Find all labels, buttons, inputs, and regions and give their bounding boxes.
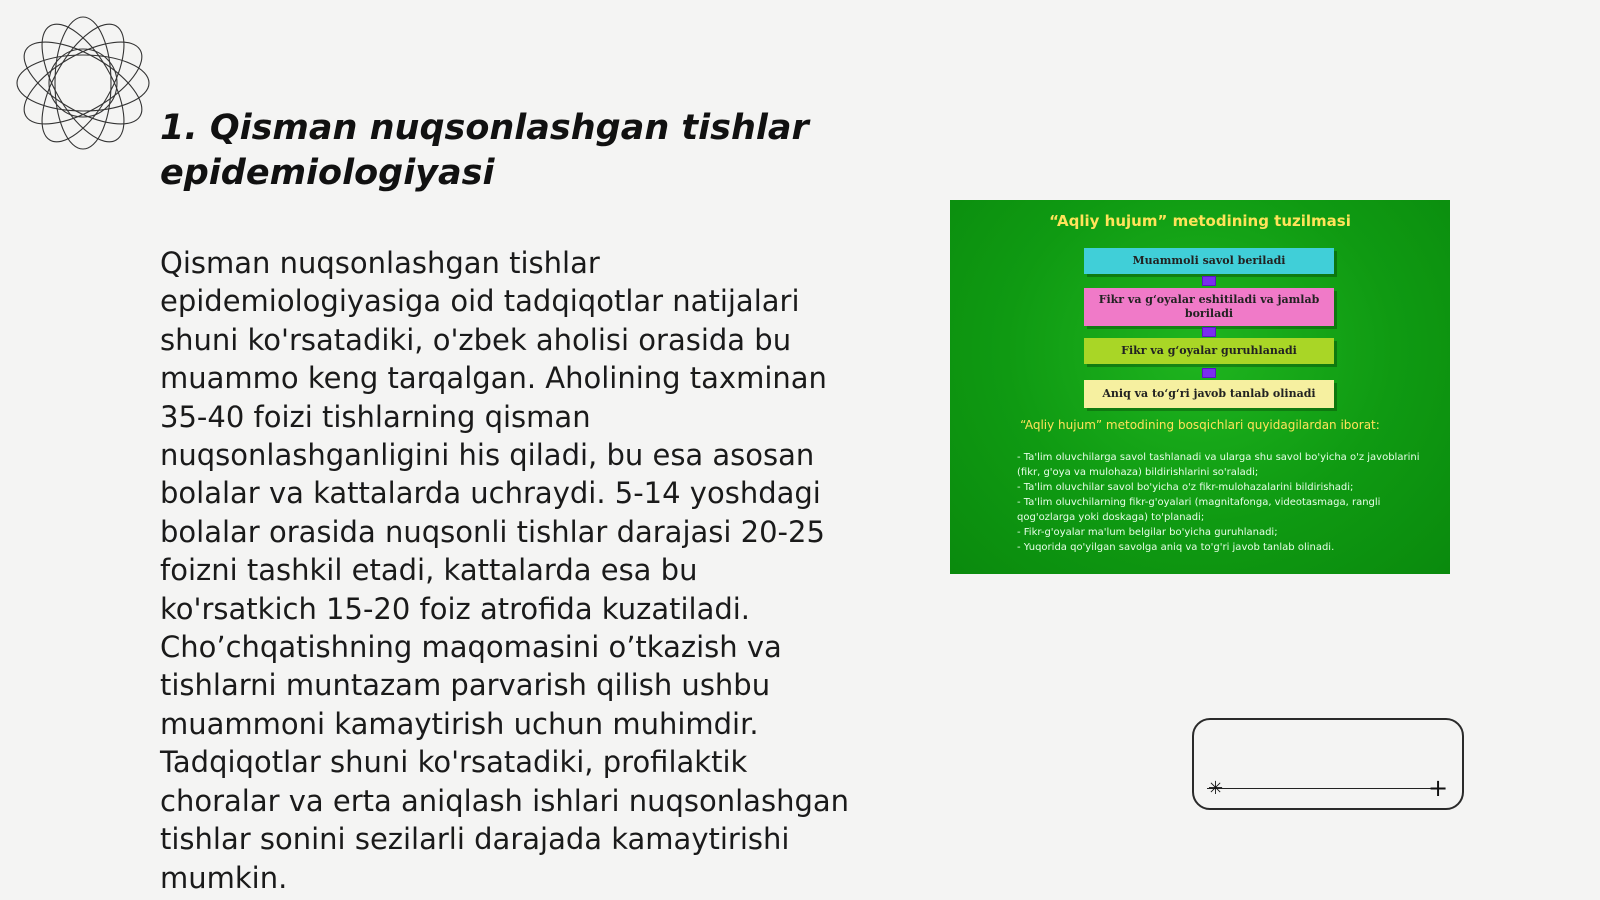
slide-title: 1. Qisman nuqsonlashgan tishlar epidemiologiyasi xyxy=(160,108,809,193)
star-icon: ✳ xyxy=(1208,778,1224,799)
embedded-slide-image xyxy=(950,200,1450,574)
plus-icon: + xyxy=(1428,774,1449,802)
list-item: - Ta'lim oluvchilarga savol tashlanadi va ularga shu savol bo'yicha o'z javoblarini (fikr, g'oya va mulohaza) bildirishlarini so'raladi; xyxy=(1017,452,1420,478)
list-item: - Yuqorida qo'yilgan savolga aniq va to'g'ri javob tanlab olinadi. xyxy=(1017,542,1335,553)
list-item: - Ta'lim oluvchilarning fikr-g'oyalari (magnitafonga, videotasmaga, rangli qog'ozlarga yoki doskaga) to'planadi; xyxy=(1017,497,1381,523)
step-connector-icon xyxy=(1202,368,1216,378)
embedded-slide-list xyxy=(975,450,1435,555)
decorative-line xyxy=(1207,788,1433,789)
step-box-1: Muammoli savol beriladi xyxy=(1084,248,1334,274)
list-item: - Ta'lim oluvchilar savol bo'yicha o'z fikr-mulohazalarini bildirishadi; xyxy=(1017,482,1354,493)
decorative-frame xyxy=(1192,718,1464,810)
embedded-slide-title: “Aqliy hujum” metodining tuzilmasi xyxy=(1049,212,1351,230)
slide-body-text: Qisman nuqsonlashgan tishlar epidemiologiyasiga oid tadqiqotlar natijalari shuni ko'rsatadiki, o'zbek aholisi orasida bu muammo keng tarqalgan. Aholining taxminan 35-40 foizi tishlarning qisman nuqsonlashganligini his qiladi, bu esa asosan bolalar va kattalarda uchraydi. 5-14 yoshdagi bolalar orasida nuqsonli tishlar darajasi 20-25 foizni tashkil etadi, kattalarda esa bu ko'rsatkich 15-20 foiz atrofida kuzatiladi. Cho’chqatishning maqomasini o’tkazish va tishlarni muntazam parvarish qilish ushbu muammoni kamaytirish uchun muhimdir. Tadqiqotlar shuni ko'rsatadiki, profilaktik choralar va erta aniqlash ishlari nuqsonlashgan tishlar sonini sezilarli darajada kamaytirishi mumkin. xyxy=(160,246,850,895)
step-box-4: Aniq va to‘g‘ri javob tanlab olinadi xyxy=(1084,380,1334,408)
step-connector-icon xyxy=(1202,327,1216,337)
step-box-3: Fikr va g‘oyalar guruhlanadi xyxy=(1084,338,1334,364)
step-connector-icon xyxy=(1202,276,1216,286)
embedded-slide-subtitle: “Aqliy hujum” metodining bosqichlari quyidagilardan iborat: xyxy=(1020,418,1380,432)
list-item: - Fikr-g'oyalar ma'lum belgilar bo'yicha guruhlanadi; xyxy=(1017,527,1278,538)
orbit-rings-icon xyxy=(10,10,156,156)
step-box-2: Fikr va g‘oyalar eshitiladi va jamlab boriladi xyxy=(1084,288,1334,326)
